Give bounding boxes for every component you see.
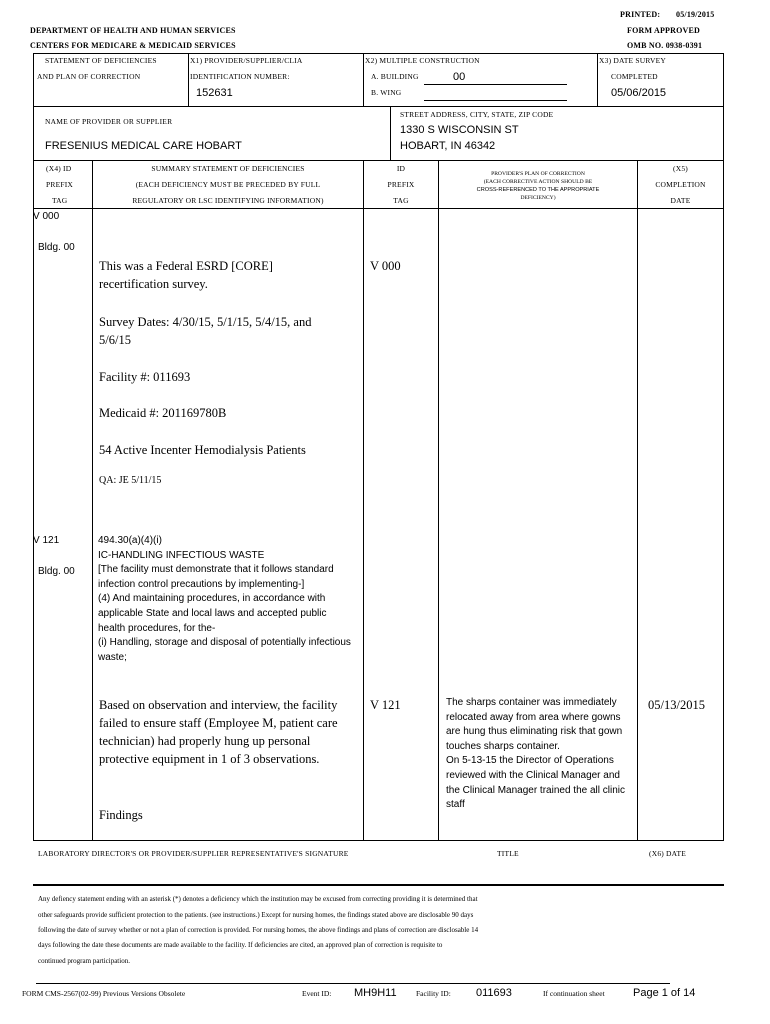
v000-patient-count: 54 Active Incenter Hemodialysis Patients: [99, 443, 306, 457]
statement-label-1: STATEMENT OF DEFICIENCIES: [45, 56, 157, 65]
v000-facility-number: Facility #: 011693: [99, 370, 191, 384]
x1-label-1: X1) PROVIDER/SUPPLIER/CLIA: [190, 56, 303, 65]
summary-header-2: (EACH DEFICIENCY MUST BE PRECEDED BY FULL: [135, 180, 321, 189]
id-divider-3: [597, 53, 598, 107]
centers-title: CENTERS FOR MEDICARE & MEDICAID SERVICES: [30, 41, 236, 50]
signature-rule: [33, 884, 724, 886]
event-id-value: MH9H11: [354, 987, 397, 999]
footer-rule: [36, 983, 670, 984]
table-header-top: [33, 160, 724, 161]
disclaimer-line-4: days following the date these documents are made available to the facility. If deficiencies are cited, an approved plan of correction is requisite to: [38, 941, 443, 949]
page-number: Page 1 of 14: [633, 987, 696, 999]
form-approved: FORM APPROVED: [627, 26, 701, 35]
table-col-left: [33, 160, 34, 841]
form-number: FORM CMS-2567(02-99) Previous Versions Obsolete: [22, 989, 186, 998]
id-divider-1: [188, 53, 189, 107]
wing-label: B. WING: [371, 88, 402, 97]
v000-qa: QA: JE 5/11/15: [99, 475, 162, 486]
table-bottom: [33, 840, 724, 841]
address-line-2: HOBART, IN 46342: [400, 140, 496, 152]
x5-header-2: COMPLETION: [655, 180, 706, 189]
summary-header-3: REGULATORY OR LSC IDENTIFYING INFORMATION): [132, 196, 324, 205]
address-line-1: 1330 S WISCONSIN ST: [400, 124, 519, 136]
plan-header-4: DEFICIENCY): [520, 195, 556, 201]
address-label: STREET ADDRESS, CITY, STATE, ZIP CODE: [400, 110, 554, 119]
survey-completed-date: 05/06/2015: [611, 87, 667, 99]
signature-title-label: TITLE: [497, 849, 519, 858]
signature-label: LABORATORY DIRECTOR'S OR PROVIDER/SUPPLIER REPRESENTATIVE'S SIGNATURE: [38, 849, 349, 858]
id-header-3: TAG: [393, 196, 409, 205]
id-header-2: PREFIX: [387, 180, 415, 189]
summary-header-1: SUMMARY STATEMENT OF DEFICIENCIES: [151, 164, 305, 173]
x5-header-1: (X5): [673, 164, 688, 173]
x5-header-3: DATE: [670, 196, 691, 205]
v121-tag: V 121: [33, 535, 60, 546]
statement-label-2: AND PLAN OF CORRECTION: [37, 72, 141, 81]
x2-label: X2) MULTIPLE CONSTRUCTION: [365, 56, 480, 65]
building-value: 00: [453, 71, 466, 83]
v000-tag: V 000: [33, 211, 60, 222]
provider-divider: [390, 107, 391, 160]
continuation-label: If continuation sheet: [543, 989, 605, 998]
v000-bldg: Bldg. 00: [38, 242, 75, 253]
id-block-top-border: [33, 53, 724, 54]
v000-survey-dates: Survey Dates: 4/30/15, 5/1/15, 5/4/15, and 5/6/15: [99, 315, 312, 347]
signature-date-label: (X6) DATE: [649, 849, 687, 858]
v121-regulation-text: 494.30(a)(4)(i) IC-HANDLING INFECTIOUS WASTE [The facility must demonstrate that it follows standard infection control precautions by implementing-] (4) And maintaining procedures, in accordance with applicable State and local laws and accepted public health procedures, for the- (i) Handling, storage and disposal of potentially infectious waste;: [98, 535, 351, 663]
facility-id-label: Facility ID:: [416, 989, 451, 998]
x4-header-2: PREFIX: [46, 180, 74, 189]
v000-medicaid-number: Medicaid #: 201169780B: [99, 406, 227, 420]
x4-header-3: TAG: [52, 196, 68, 205]
v121-findings-label: Findings: [99, 808, 143, 822]
v121-id-tag: V 121: [370, 698, 401, 712]
wing-underline: [424, 100, 567, 101]
omb-number: OMB NO. 0938-0391: [627, 41, 703, 50]
provider-name: FRESENIUS MEDICAL CARE HOBART: [45, 140, 242, 152]
printed-label: PRINTED:: [620, 10, 661, 19]
plan-header-1: PROVIDER'S PLAN OF CORRECTION: [491, 171, 585, 177]
table-col-prefix: [92, 160, 93, 841]
provider-name-label: NAME OF PROVIDER OR SUPPLIER: [45, 117, 173, 126]
plan-header-2: (EACH CORRECTIVE ACTION SHOULD BE: [483, 179, 593, 185]
x3-label-1: X3) DATE SURVEY: [599, 56, 666, 65]
v000-survey-type: This was a Federal ESRD [CORE] recertification survey.: [99, 259, 273, 291]
disclaimer-line-3: following the date of survey whether or not a plan of correction is provided. For nursing homes, the above findings and plans of correction are disclosable 14: [38, 926, 479, 934]
x1-label-2: IDENTIFICATION NUMBER:: [190, 72, 290, 81]
plan-header-3: CROSS-REFERENCED TO THE APPROPRIATE: [476, 187, 600, 193]
v121-finding: Based on observation and interview, the facility failed to ensure staff (Employee M, patient care technician) had properly hung up personal protective equipment in 1 of 3 observations.: [99, 698, 338, 766]
v121-bldg: Bldg. 00: [38, 566, 75, 577]
v000-id-tag: V 000: [370, 259, 401, 273]
table-col-id: [438, 160, 439, 841]
table-col-summary: [363, 160, 364, 841]
provider-left-border: [33, 107, 34, 160]
v121-plan-of-correction: The sharps container was immediately relocated away from area where gowns are hung thus eliminating risk that gown touches sharps container. On 5-13-15 the Director of Operations reviewed with the Clinical Manager and the Clinical Manager trained the all clinic staff: [446, 697, 625, 811]
provider-id-number: 152631: [196, 87, 233, 99]
table-header-bottom: [33, 208, 724, 209]
id-divider-2: [363, 53, 364, 107]
provider-right-border: [723, 107, 724, 160]
v121-completion-date: 05/13/2015: [648, 698, 705, 712]
id-block-bottom-border: [33, 106, 724, 107]
building-label: A. BUILDING: [371, 72, 419, 81]
id-block-right-border: [723, 53, 724, 107]
disclaimer-line-5: continued program participation.: [38, 957, 130, 965]
printed-date: 05/19/2015: [676, 10, 715, 19]
department-title: DEPARTMENT OF HEALTH AND HUMAN SERVICES: [30, 26, 236, 35]
id-header-1: ID: [396, 164, 406, 173]
event-id-label: Event ID:: [302, 989, 332, 998]
disclaimer-line-2: other safeguards provide sufficient protection to the patients. (see instructions.) Except for nursing homes, the findings stated above are disclosable 90 days: [38, 911, 474, 919]
id-block-left-border: [33, 53, 34, 107]
building-underline: [424, 84, 567, 85]
x3-label-2: COMPLETED: [611, 72, 658, 81]
disclaimer-line-1: Any defiency statement ending with an asterisk (*) denotes a deficiency which the institution may be excused from correcting providing it is determined that: [38, 895, 478, 903]
table-col-plan: [637, 160, 638, 841]
x4-header-1: (X4) ID: [46, 164, 72, 173]
facility-id-value: 011693: [476, 987, 512, 999]
table-col-right: [723, 160, 724, 841]
